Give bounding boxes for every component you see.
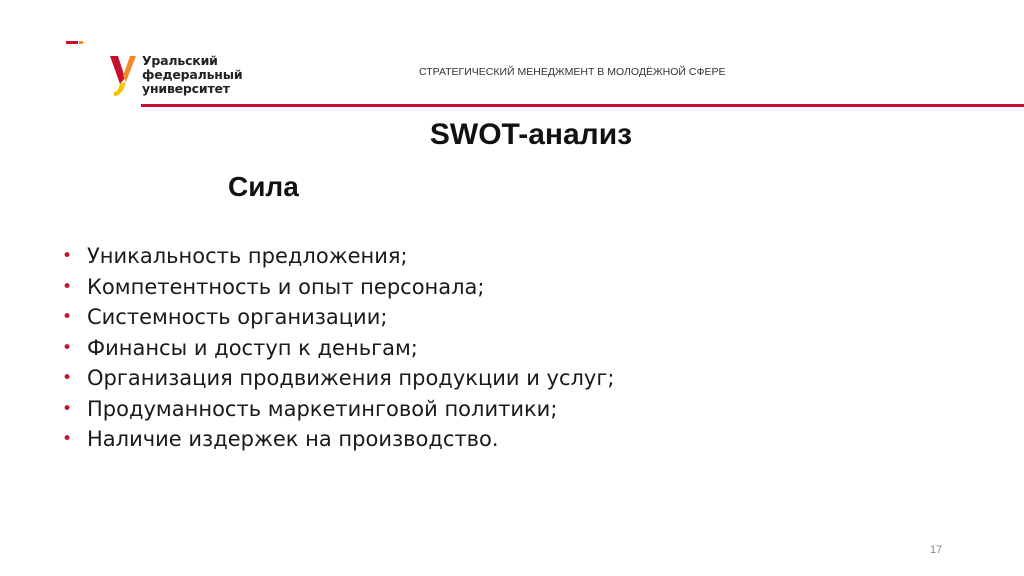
- bullet-icon: •: [62, 398, 73, 419]
- course-title: СТРАТЕГИЧЕСКИЙ МЕНЕДЖМЕНТ В МОЛОДЁЖНОЙ СФЕРЕ: [419, 66, 726, 78]
- list-item-text: Продуманность маркетинговой политики;: [87, 396, 558, 421]
- list-item-text: Наличие издержек на производство.: [87, 427, 499, 451]
- slide-subtitle: Сила: [228, 171, 299, 202]
- list-item: [62, 302, 614, 333]
- logo-line: университет: [142, 81, 230, 96]
- bullet-icon: •: [62, 368, 73, 388]
- bullet-icon: •: [62, 337, 73, 358]
- list-item-text: Финансы и доступ к деньгам;: [87, 335, 418, 360]
- list-item-text: Уникальность предложения;: [87, 244, 408, 268]
- header-divider: [141, 104, 1024, 107]
- bullet-list: [62, 241, 614, 455]
- bullet-icon: •: [62, 429, 73, 449]
- ural-federal-university-logo-icon: [108, 54, 138, 98]
- list-item: [62, 272, 614, 303]
- list-item: [62, 424, 614, 455]
- list-item-text: Организация продвижения продукции и услуг;: [87, 366, 615, 390]
- logo-fragment-icon: [66, 40, 84, 46]
- list-item: [62, 241, 614, 272]
- bullet-icon: •: [62, 307, 73, 327]
- list-item: [62, 333, 614, 364]
- logo-text: [142, 54, 242, 96]
- logo-line: Уральский: [142, 53, 218, 68]
- list-item: [62, 394, 614, 425]
- logo-line: федеральный: [142, 67, 243, 82]
- university-logo: [108, 54, 248, 100]
- slide-title: SWOT-анализ: [429, 118, 633, 151]
- bullet-icon: •: [62, 246, 73, 266]
- list-item: [62, 363, 614, 394]
- list-item-text: Системность организации;: [87, 305, 388, 329]
- bullet-icon: •: [62, 276, 73, 297]
- list-item-text: Компетентность и опыт персонала;: [87, 274, 485, 299]
- page-number: 17: [930, 544, 943, 556]
